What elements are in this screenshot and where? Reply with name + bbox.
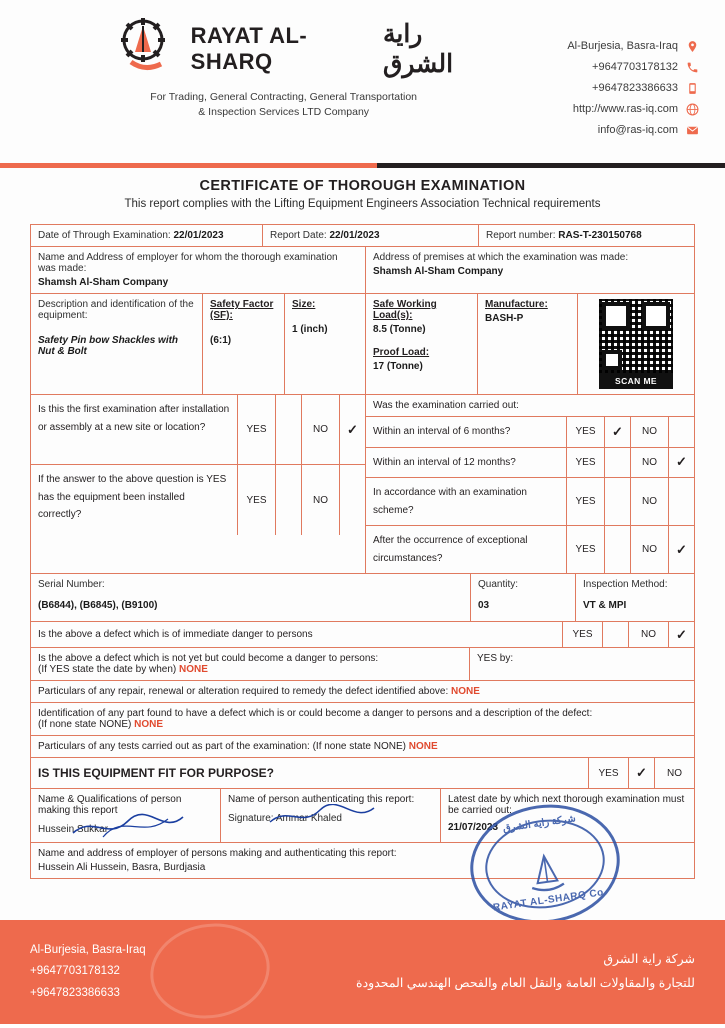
manufacture-value: BASH-P — [485, 313, 524, 324]
swl-label: Safe Working Load(s): — [373, 299, 437, 321]
exam-date-label: Date of Through Examination: — [38, 230, 171, 241]
contact-phone2-row — [567, 78, 699, 99]
page-title: CERTIFICATE OF THOROUGH EXAMINATION — [199, 178, 526, 194]
contact-address: Al-Burjesia, Basra-Iraq — [567, 40, 678, 52]
size-label: Size: — [292, 299, 316, 310]
question-installed-correctly — [31, 465, 365, 535]
equipment-desc-value-2: Nut & Bolt — [38, 346, 87, 357]
report-number-value: RAS-T-230150768 — [558, 230, 642, 241]
fit-for-purpose-row — [31, 758, 694, 789]
defect-future-text-1: Is the above a defect which is not yet but could become a danger to persons: — [38, 653, 379, 664]
question-interval-12 — [366, 448, 694, 479]
location-pin-icon — [686, 40, 699, 53]
quantity-cell — [471, 574, 576, 621]
report-date-cell — [263, 225, 479, 246]
globe-icon — [686, 103, 699, 116]
question-installed-correctly-no-tick[interactable] — [339, 465, 365, 535]
employer-cell — [31, 247, 366, 293]
question-exceptional-no[interactable]: NO — [630, 526, 668, 573]
tagline-line-2: & Inspection Services LTD Company — [198, 106, 370, 119]
size-cell — [285, 294, 366, 394]
company-tagline — [109, 90, 459, 120]
question-exceptional-text: After the occurrence of exceptional circumstances? — [373, 535, 528, 564]
signature-row — [31, 789, 694, 843]
serial-cell — [31, 574, 471, 621]
report-date-value: 22/01/2023 — [329, 230, 380, 241]
proof-load-value: 17 (Tonne) — [373, 361, 423, 372]
defect-future-text-cell — [31, 648, 470, 680]
question-exceptional-yes[interactable]: YES — [566, 526, 604, 573]
question-interval-12-yes-tick[interactable] — [604, 448, 630, 478]
envelope-icon — [686, 124, 699, 137]
authenticator-name: Ammar Khaled — [275, 813, 342, 824]
footer-address: Al-Burjesia, Basra-Iraq — [30, 944, 146, 957]
defect-future-row — [31, 648, 694, 681]
part-identification-row — [31, 703, 694, 736]
stamp-arabic-text: شركة راية الشرق — [502, 813, 577, 835]
contact-website-row[interactable] — [567, 99, 699, 120]
defect-immediate-yes-tick[interactable] — [602, 622, 628, 647]
question-interval-12-yes[interactable]: YES — [566, 448, 604, 478]
exam-date-value: 22/01/2023 — [173, 230, 224, 241]
qr-code-icon[interactable] — [599, 299, 673, 373]
right-questions-heading: Was the examination carried out: — [366, 395, 694, 417]
footer-phone1: +9647703178132 — [30, 965, 120, 978]
question-exam-scheme-yes-tick[interactable] — [604, 478, 630, 525]
tests-value: NONE — [408, 741, 438, 752]
authenticator-cell — [221, 789, 441, 842]
defect-future-yesby-label: YES by: — [477, 653, 514, 664]
inspection-method-value: VT & MPI — [583, 600, 627, 611]
authenticator-signature-label: Signature: — [228, 813, 274, 824]
premises-cell — [366, 247, 694, 293]
maker-name: Hussein Sukkar — [38, 824, 109, 835]
defect-future-text-2: (If YES state the date by when) — [38, 664, 177, 675]
swl-cell — [366, 294, 478, 394]
defect-immediate-row — [31, 622, 694, 648]
tests-row — [31, 736, 694, 758]
next-exam-value: 21/07/2023 — [448, 822, 499, 833]
equipment-row — [31, 294, 694, 395]
fit-for-purpose-yes-tick[interactable]: ✓ — [628, 758, 654, 788]
question-exam-scheme — [366, 478, 694, 526]
maker-label: Name & Qualifications of person making this report — [38, 794, 182, 816]
employer-label: Name and Address of employer for whom the thorough examination was made: — [38, 252, 338, 274]
qr-caption: SCAN ME — [599, 373, 673, 389]
inspection-method-label: Inspection Method: — [583, 579, 668, 590]
contact-email-row[interactable] — [567, 120, 699, 141]
document-footer — [0, 920, 725, 1024]
inspection-method-cell — [576, 574, 694, 621]
equipment-desc-label: Description and identification of the equipment: — [38, 299, 194, 321]
contact-phone2: +9647823386633 — [592, 81, 678, 94]
equipment-desc-value-1: Safety Pin bow Shackles with — [38, 335, 179, 346]
question-interval-12-no[interactable]: NO — [630, 448, 668, 478]
premises-label: Address of premises at which the examination was made: — [373, 252, 629, 263]
footer-phone2: +9647823386633 — [30, 986, 120, 999]
tests-cell — [31, 736, 694, 757]
safety-factor-cell — [203, 294, 285, 394]
employer-row — [31, 247, 694, 294]
contact-website[interactable]: http://www.ras-iq.com — [572, 102, 678, 115]
employer-value: Shamsh Al-Sham Company — [38, 277, 169, 288]
particulars-repair-label: Particulars of any repair, renewal or alteration required to remedy the defect identified above: — [38, 686, 449, 697]
question-exceptional-yes-tick[interactable] — [604, 526, 630, 573]
tagline-line-1: For Trading, General Contracting, General Transportation — [150, 91, 418, 103]
employer-of-persons-cell — [31, 843, 694, 878]
footer-watermark-icon — [150, 924, 280, 1020]
report-number-cell — [479, 225, 694, 246]
certificate-form — [30, 224, 695, 879]
company-logo-icon — [109, 18, 183, 80]
proof-load-label: Proof Load: — [373, 347, 430, 358]
question-installed-correctly-no[interactable]: NO — [301, 465, 339, 535]
question-interval-6-yes[interactable]: YES — [566, 417, 604, 447]
maker-signature-mark — [68, 813, 188, 839]
question-interval-6-yes-tick[interactable]: ✓ — [604, 417, 630, 447]
question-interval-6-text: Within an interval of 6 months? — [373, 426, 511, 437]
header-divider — [0, 163, 725, 168]
next-exam-label: Latest date by which next thorough examination must be carried out: — [448, 794, 685, 816]
part-identification-label-1: Identification of any part found to have a defect which is or could become a danger to persons and a description of the defect: — [38, 708, 593, 719]
question-installed-correctly-yes[interactable]: YES — [237, 465, 275, 535]
particulars-repair-row — [31, 681, 694, 703]
next-exam-cell — [441, 789, 694, 842]
exam-date-cell — [31, 225, 263, 246]
dates-row — [31, 225, 694, 247]
question-first-exam-yes-tick[interactable] — [275, 395, 301, 464]
size-value: 1 (inch) — [292, 324, 328, 335]
question-interval-12-text: Within an interval of 12 months? — [373, 456, 516, 468]
question-first-exam — [31, 395, 365, 465]
quantity-label: Quantity: — [478, 579, 519, 590]
footer-arabic-block — [356, 948, 695, 996]
premises-value: Shamsh Al-Sham Company — [373, 266, 504, 277]
question-installed-correctly-text: If the answer to the above question is YES has the equipment been installed correctly? — [38, 474, 227, 520]
report-date-label: Report Date: — [270, 230, 327, 241]
particulars-repair-cell — [31, 681, 694, 702]
question-first-exam-yes[interactable]: YES — [237, 395, 275, 464]
document-header — [0, 0, 725, 168]
examination-questions-row — [31, 395, 694, 574]
maker-cell — [31, 789, 221, 842]
footer-arabic-line-2: للتجارة والمقاولات العامة والنقل العام والفحص الهندسي المحدودة — [356, 976, 695, 990]
company-name-latin: RAYAT AL-SHARQ — [190, 23, 308, 74]
contact-phone1: +9647703178132 — [592, 60, 678, 73]
contact-phone1-row — [567, 57, 699, 78]
footer-contact-block — [30, 940, 146, 1004]
right-questions-block — [366, 395, 694, 573]
title-block — [0, 178, 725, 210]
employer-of-persons-label: Name and address of employer of persons making and authenticating this report: — [38, 848, 397, 859]
safety-factor-value: (6:1) — [210, 335, 232, 346]
defect-immediate-no-tick[interactable]: ✓ — [668, 622, 694, 647]
fit-for-purpose-question: IS THIS EQUIPMENT FIT FOR PURPOSE? — [38, 766, 275, 780]
defect-immediate-text: Is the above a defect which is of immediate danger to persons — [38, 629, 313, 640]
part-identification-label-2: (If none state NONE) — [38, 719, 132, 730]
mobile-phone-icon — [686, 82, 699, 95]
employer-of-persons-row — [31, 843, 694, 878]
question-first-exam-no[interactable]: NO — [301, 395, 339, 464]
left-questions-block — [31, 395, 366, 573]
stamp-latin-text: RAYAT AL-SHARQ Co. — [492, 886, 608, 914]
question-interval-6 — [366, 417, 694, 448]
question-interval-6-no-tick[interactable] — [668, 417, 694, 447]
defect-future-yesby-cell[interactable] — [470, 648, 694, 680]
fit-for-purpose-no[interactable]: NO — [654, 758, 694, 788]
contact-address-row — [567, 36, 699, 57]
employer-of-persons-value: Hussein Ali Hussein, Basra, Burdjasia — [38, 862, 206, 873]
footer-arabic-line-1: شركة راية الشرق — [603, 952, 695, 967]
brand-block — [109, 18, 489, 168]
particulars-repair-value: NONE — [451, 686, 480, 697]
header-contact-block — [567, 18, 699, 168]
contact-email[interactable]: info@ras-iq.com — [597, 123, 678, 136]
authenticator-label: Name of person authenticating this report: — [228, 794, 415, 805]
quantity-value: 03 — [478, 600, 490, 611]
defect-immediate-yes[interactable]: YES — [562, 622, 602, 647]
question-exam-scheme-yes[interactable]: YES — [566, 478, 604, 525]
question-installed-correctly-yes-tick[interactable] — [275, 465, 301, 535]
fit-for-purpose-yes[interactable]: YES — [588, 758, 628, 788]
safety-factor-label: Safety Factor (SF): — [210, 299, 274, 321]
serial-row — [31, 574, 694, 622]
tests-label: Particulars of any tests carried out as part of the examination: (If none state NONE) — [38, 741, 406, 752]
defect-future-none: NONE — [179, 664, 208, 675]
serial-label: Serial Number: — [38, 579, 105, 590]
part-identification-cell — [31, 703, 694, 735]
report-number-label: Report number: — [486, 230, 556, 241]
swl-value: 8.5 (Tonne) — [373, 324, 426, 335]
qr-cell — [578, 294, 694, 394]
manufacture-label: Manufacture: — [485, 299, 548, 310]
question-exceptional — [366, 526, 694, 573]
question-first-exam-no-tick[interactable]: ✓ — [339, 395, 365, 464]
company-name-arabic: راية الشرق — [382, 20, 454, 78]
telephone-icon — [686, 61, 699, 74]
equipment-desc-cell — [31, 294, 203, 394]
question-exam-scheme-no[interactable]: NO — [630, 478, 668, 525]
question-exam-scheme-no-tick[interactable] — [668, 478, 694, 525]
part-identification-value: NONE — [134, 719, 164, 730]
serial-value: (B6844), (B6845), (B9100) — [38, 600, 158, 611]
page-subtitle: This report complies with the Lifting Equipment Engineers Association Technical requirements — [124, 198, 601, 210]
question-interval-12-no-tick[interactable]: ✓ — [668, 448, 694, 478]
question-exceptional-no-tick[interactable]: ✓ — [668, 526, 694, 573]
question-first-exam-text: Is this the first examination after installation or assembly at a new site or location? — [38, 404, 230, 433]
question-exam-scheme-text: In accordance with an examination scheme? — [373, 487, 527, 516]
manufacture-cell — [478, 294, 578, 394]
authenticator-signature-mark — [268, 804, 378, 828]
defect-immediate-no[interactable]: NO — [628, 622, 668, 647]
defect-future-text-2-wrap — [38, 664, 462, 675]
question-interval-6-no[interactable]: NO — [630, 417, 668, 447]
